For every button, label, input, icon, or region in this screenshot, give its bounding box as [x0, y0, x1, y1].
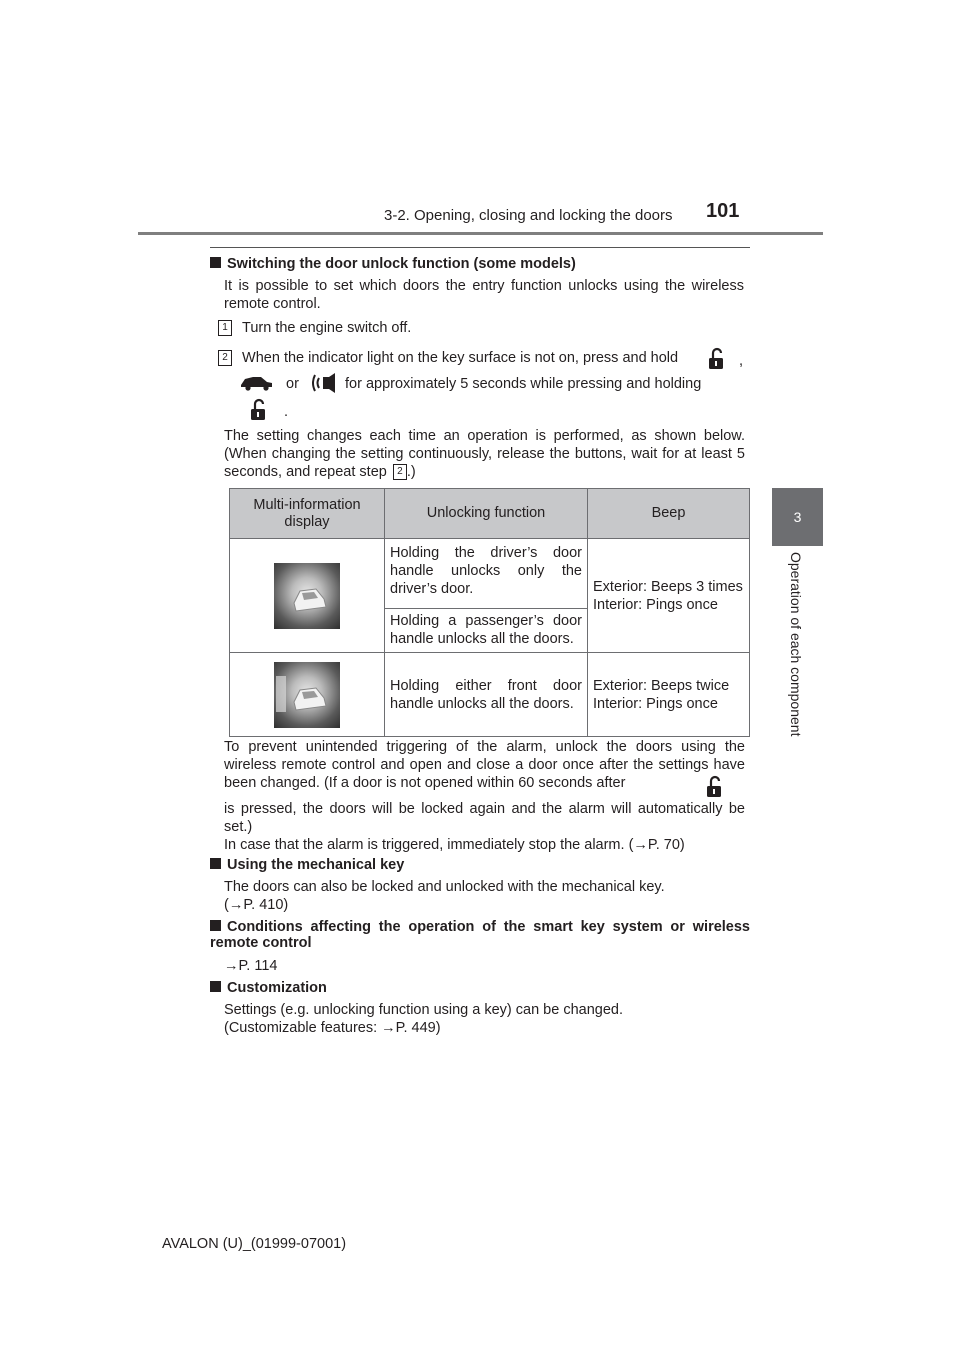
table-cell-function: Holding either front door handle unlocks all the doors.: [385, 653, 588, 737]
bullet-square-icon: [210, 257, 221, 268]
chapter-tab: 3: [772, 488, 823, 546]
table-cell-function: Holding a passenger’s door handle unlocks all the doors.: [385, 609, 588, 653]
table-cell-beep: Exterior: Beeps twice Interior: Pings once: [588, 653, 750, 737]
unlock-button-icon: [246, 398, 272, 422]
step-number-badge: 1: [218, 320, 232, 336]
step-text-comma: ,: [739, 353, 744, 369]
alarm-note-text-2: is pressed, the doors will be locked again and the alarm will automatically be set.): [224, 801, 745, 835]
setting-change-text: The setting changes each time an operation is performed, as shown below. (When changing the setting continuously, release the buttons, wait for at least 5 seconds, and repeat step 2 .): [224, 428, 745, 480]
section-heading-conditions: Conditions affecting the operation of the smart key system or wireless remote control: [210, 919, 750, 951]
step-1: [218, 319, 411, 337]
driver-door-display-image: [274, 563, 340, 629]
unlock-function-table: [229, 488, 750, 737]
car-trunk-button-icon: [239, 373, 273, 391]
table-cell-function: Holding the driver’s door handle unlocks only the driver’s door.: [385, 539, 588, 609]
table-header: Beep: [588, 489, 750, 539]
front-doors-display-image: [274, 662, 340, 728]
table-cell-display: [230, 539, 385, 653]
section-text: It is possible to set which doors the entry function unlocks using the wireless remote control.: [224, 278, 744, 312]
section-text: The doors can also be locked and unlocked with the mechanical key.: [224, 879, 665, 895]
step-text-continued: for approximately 5 seconds while pressing and holding: [345, 376, 702, 392]
section-divider: [210, 247, 750, 248]
alarm-note-text-1: To prevent unintended triggering of the alarm, unlock the doors using the wireless remote control and open and close a door once after the settings have been changed. (If a door is not opened within 60 seconds after: [224, 739, 745, 791]
alarm-note-text-3: In case that the alarm is triggered, immediately stop the alarm. (→P. 70): [224, 837, 685, 853]
header-divider: [138, 232, 823, 235]
section-heading-customization: Customization: [210, 980, 327, 996]
page-reference-link[interactable]: (→P. 410): [224, 897, 289, 913]
bullet-square-icon: [210, 981, 221, 992]
step-text: When the indicator light on the key surface is not on, press and hold: [242, 350, 679, 366]
chapter-tab-label: Operation of each component: [788, 552, 804, 737]
section-heading-unlock-function: Switching the door unlock function (some models): [210, 256, 576, 272]
unlock-button-icon: [704, 347, 730, 371]
unlock-button-icon: [702, 775, 728, 799]
table-header: Multi-information display: [230, 489, 385, 539]
page-number: 101: [706, 200, 740, 222]
page-reference-link[interactable]: →P. 114: [224, 958, 278, 974]
bullet-square-icon: [210, 920, 221, 931]
step-text-or: or: [286, 376, 299, 392]
section-heading-mechanical-key: Using the mechanical key: [210, 857, 404, 873]
step-2: [218, 349, 748, 367]
section-text: Settings (e.g. unlocking function using a key) can be changed.: [224, 1002, 624, 1018]
panic-button-icon: [309, 371, 341, 395]
step-text-period: .: [284, 404, 289, 420]
bullet-square-icon: [210, 858, 221, 869]
step-number-badge: 2: [393, 464, 407, 480]
table-cell-beep: Exterior: Beeps 3 times Interior: Pings once: [588, 539, 750, 653]
step-text: Turn the engine switch off.: [242, 320, 412, 336]
table-header: Unlocking function: [385, 489, 588, 539]
step-number-badge: 2: [218, 350, 232, 366]
table-cell-display: [230, 653, 385, 737]
page-reference-link[interactable]: (Customizable features: →P. 449): [224, 1020, 441, 1036]
model-code-footer: AVALON (U)_(01999-07001): [162, 1236, 347, 1252]
section-header-title: 3-2. Opening, closing and locking the doors: [384, 207, 673, 224]
